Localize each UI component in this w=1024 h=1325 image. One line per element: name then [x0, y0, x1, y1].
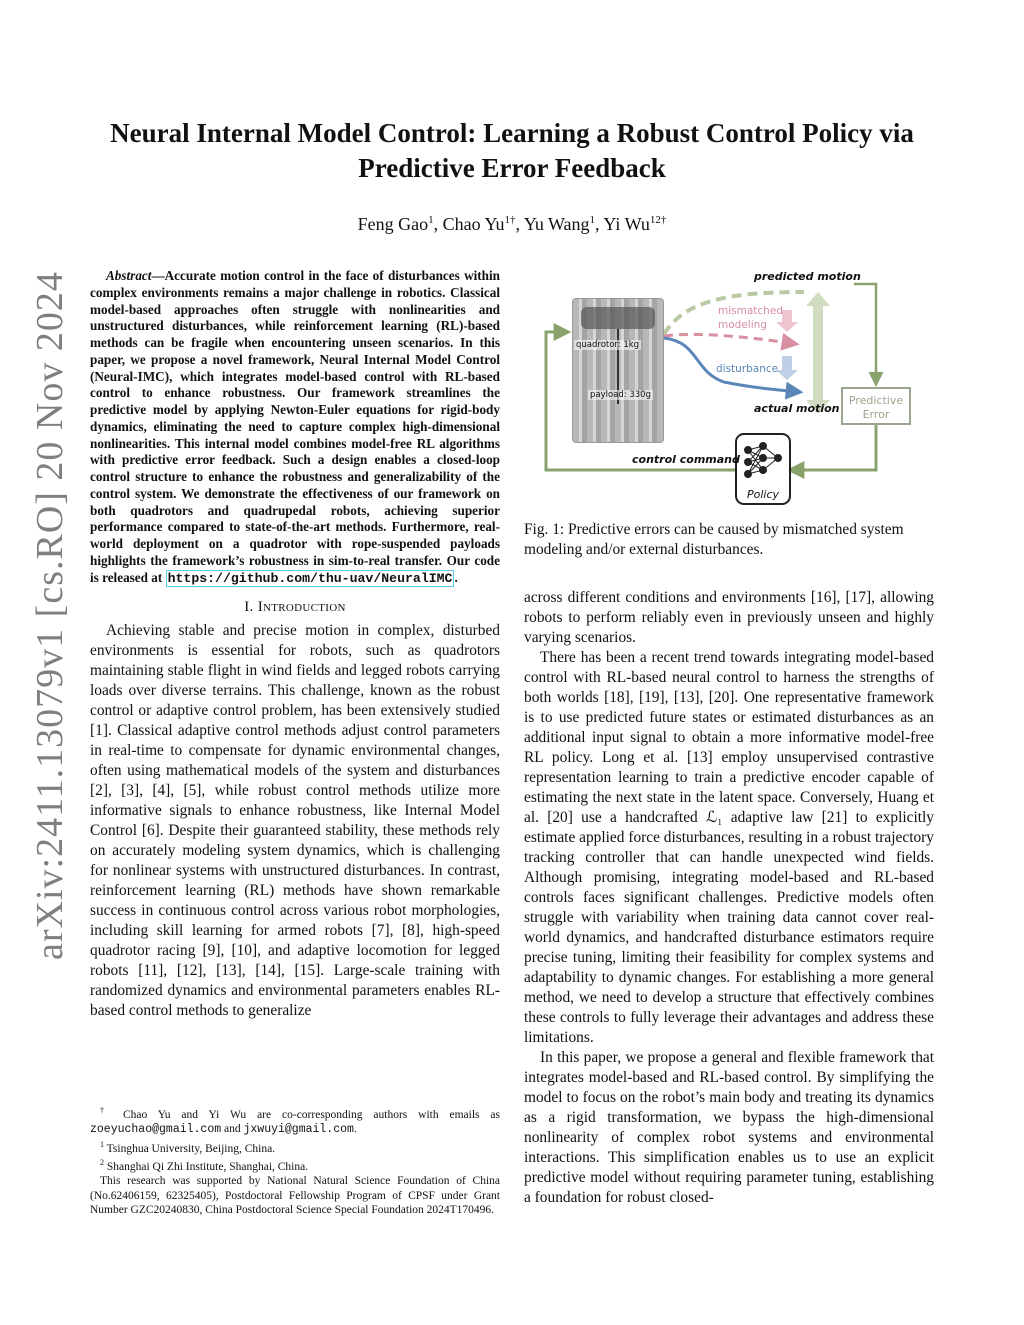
actual-motion-label: actual motion: [754, 402, 840, 415]
author-affiliation-mark: 1: [428, 214, 434, 226]
mismatched-modeling-curve: [664, 334, 796, 344]
disturbance-arrow-head: [776, 370, 798, 380]
footnotes: [90, 1104, 500, 1218]
author-name: Chao Yu: [442, 214, 505, 234]
author-name: Yi Wu: [603, 214, 650, 234]
footnote-corresponding-authors: [90, 1104, 500, 1138]
footnote-aff-text: Shanghai Qi Zhi Institute, Shanghai, China.: [106, 1160, 309, 1173]
abstract-text: Accurate motion control in the face of disturbances within complex environments remains a major challenge in robotics. Classical model-based approaches often struggle with nonlinearities and unstructured disturbances, while reinforcement learning (RL)-based methods can be fragile when encountering unseen scenarios. In this paper, we propose a novel framework, Neural Internal Model Control (Neural-IMC), which integrates model-based control with RL-based control to enhance robustness. Our framework streamlines the predictive model by applying Newton-Euler equations for rigid-body dynamics, eliminating the need to capture complex high-dimensional nonlinearities. This internal model combines model-free RL algorithms with predictive error feedback. Such a design enables a closed-loop control structure to enhance the robustness and generalizability of the control system. We demonstrate the effectiveness of our framework on both quadrotors and quadrupedal robots, achieving superior performance compared to state-of-the-art methods. Furthermore, real-world deployment on a quadrotor with rope-suspended payloads highlights the framework’s robustness in sim-to-real transfer. Our code is released at: [90, 268, 500, 585]
abstract-end: .: [454, 569, 458, 585]
section-title: Introduction: [257, 599, 346, 616]
error-bar-top-head: [806, 292, 830, 306]
mismatch-arrow-head: [776, 322, 798, 332]
footnote-corresponding-text: Chao Yu and Yi Wu are co-corresponding authors with emails as: [122, 1108, 501, 1121]
control-command-label: control command: [632, 453, 740, 466]
title-line-1: Neural Internal Model Control: Learning a Robust Control Policy via: [110, 118, 914, 148]
abstract-dash: —: [151, 268, 165, 283]
footnote-funding: This research was supported by National Natural Science Foundation of China (No.62406159, 62325405), Postdoctoral Fellowship Program of CPSF under Grant Number GZC20240830, China Postdoctoral Science Special Foundation 2024T170496.: [90, 1175, 500, 1217]
author-list: Feng Gao$^1$, Chao $Yu^{1\dagger}$, Yu Wang$^1$, Yi $Wu^{12\dagger}$: [357, 214, 667, 234]
author-name: Yu Wang: [523, 214, 590, 234]
payload-mass-label: payload: 330g: [590, 390, 651, 400]
intro-paragraph-2: There has been a recent trend towards integrating model-based control with RL-based neural control to harness the strengths of both worlds [18], [19], [13], [20]. One representative framework is to use predicted future states or estimated disturbances as an additional input signal to obtain a more informative model-free RL policy. Long et al. [13] employ unsupervised contrastive representation learning to train a predictive encoder capable of estimating the next state in the latent space. Conversely, Huang et al. [20] use a handcrafted ℒ₁ adaptive law [21] to explicitly estimate applied force disturbances, resulting in a robust trajectory tracking controller that can handle unexpected wind fields. Although promising, integrating model-based and RL-based controls faces significant challenges. Predictive models often struggle with variability when training data cannot cover real-world dynamics, and handcrafted disturbance estimators require precise tuning, limiting their feasibility for complex systems and adaptability to dynamic changes. For establishing a more general method, we need to develop a structure that effectively combines these controls to fully leverage their advantages and address these limitations.: [524, 649, 934, 1046]
author-name: Feng Gao: [357, 214, 429, 234]
intro-paragraph-3: In this paper, we propose a general and flexible framework that integrates model-based and RL-based control. By simplifying the model to focus on the robot’s main body and treating its dynamics as a rigid transformation, we bypass the high-dimensional nonlinearity of complex robot systems and environmental interactions. This simplification enables us to use an explicit predictive model without requiring parameter tuning, establishing a foundation for robust closed-: [524, 1049, 934, 1206]
paper-title: [70, 116, 954, 186]
code-repository-link[interactable]: https://github.com/thu-uav/NeuralIMC: [167, 570, 453, 586]
footnote-dagger: †: [100, 1106, 113, 1115]
email-link[interactable]: jxwuyi@gmail.com: [243, 1123, 354, 1137]
section-heading-introduction: [90, 597, 500, 617]
policy-label: Policy: [746, 488, 780, 501]
predicted-motion-label: predicted motion: [754, 270, 861, 283]
footnote-and: and: [224, 1123, 241, 1136]
quadrotor-photo: [572, 298, 664, 443]
author-affiliation-mark: 1: [589, 214, 596, 226]
mismatch-arrow-shaft: [782, 310, 792, 322]
predictive-error-label-line1: Predictive: [848, 394, 904, 407]
footnote-affiliation-1: [90, 1138, 500, 1156]
left-column: [90, 268, 500, 1021]
footnote-affiliation-2: [90, 1156, 500, 1174]
footnote-aff-mark: 1: [100, 1139, 104, 1149]
predictive-error-label-line2: Error: [862, 408, 890, 421]
author-affiliation-mark: 1†: [504, 214, 516, 226]
intro-paragraph-1: Achieving stable and precise motion in complex, disturbed environments is essential for robots, such as quadrotors maintaining stable flight in wind fields and legged robots carrying loads over diverse terrains. This challenge, known as the robust control or adaptive control problem, has been extensively studied [1]. Classical adaptive control methods adjust control parameters in real-time to compensate for dynamic environmental changes, often using mathematical models of the system and disturbances [2], [3], [4], [5], while robust control methods utilize more informative signals to enhance robustness, like Internal Model Control [6]. Despite their guaranteed stability, these methods rely on accurately modeling system dynamics, which is challenging for nonlinear systems with unstructured disturbances. In contrast, reinforcement learning (RL) methods have shown remarkable success in continuous control across various robot morphologies, including skill learning for armed robots [7], [8], high-speed quadrotor racing [9], [10], and adaptive locomotion for legged robots [11], [12], [13], [14], [15]. Large-scale training with randomized dynamics and environmental parameters enables RL-based control methods to generalize: [90, 622, 500, 1020]
footnote-aff-mark: 2: [100, 1158, 104, 1168]
email-link[interactable]: zoeyuchao@gmail.com: [90, 1123, 222, 1137]
disturbance-arrow-shaft: [782, 356, 792, 370]
abstract: [90, 268, 500, 587]
intro-paragraph-continued: across different conditions and environments [16], [17], allowing robots to perform reliably even in previously unseen and highly varying scenarios.: [524, 589, 934, 646]
error-to-policy-line: [790, 424, 876, 470]
figure-1-caption: Fig. 1: Predictive errors can be caused by mismatched system modeling and/or external disturbances.: [524, 521, 904, 558]
mismatched-label-line2: modeling: [718, 319, 767, 331]
quadrotor-mass-label: quadrotor: 1kg: [576, 340, 640, 350]
figure-1: [524, 262, 934, 512]
quadrotor-body: [581, 307, 655, 329]
error-bar: [813, 304, 823, 402]
right-column: [524, 588, 934, 1208]
footnote-period: .: [353, 1123, 357, 1136]
predicted-to-error-line: [854, 284, 876, 384]
abstract-label: Abstract: [106, 268, 152, 283]
arxiv-identifier-stamp: arXiv:2411.13079v1 [cs.RO] 20 Nov 2024: [29, 271, 71, 960]
disturbance-label: disturbance: [716, 363, 779, 375]
author-affiliation-mark: 12†: [649, 214, 667, 226]
mismatched-label-line1: mismatched: [718, 305, 783, 317]
section-number: I.: [244, 599, 254, 616]
title-line-2: Predictive Error Feedback: [358, 153, 666, 183]
footnote-aff-text: Tsinghua University, Beijing, China.: [106, 1142, 276, 1155]
